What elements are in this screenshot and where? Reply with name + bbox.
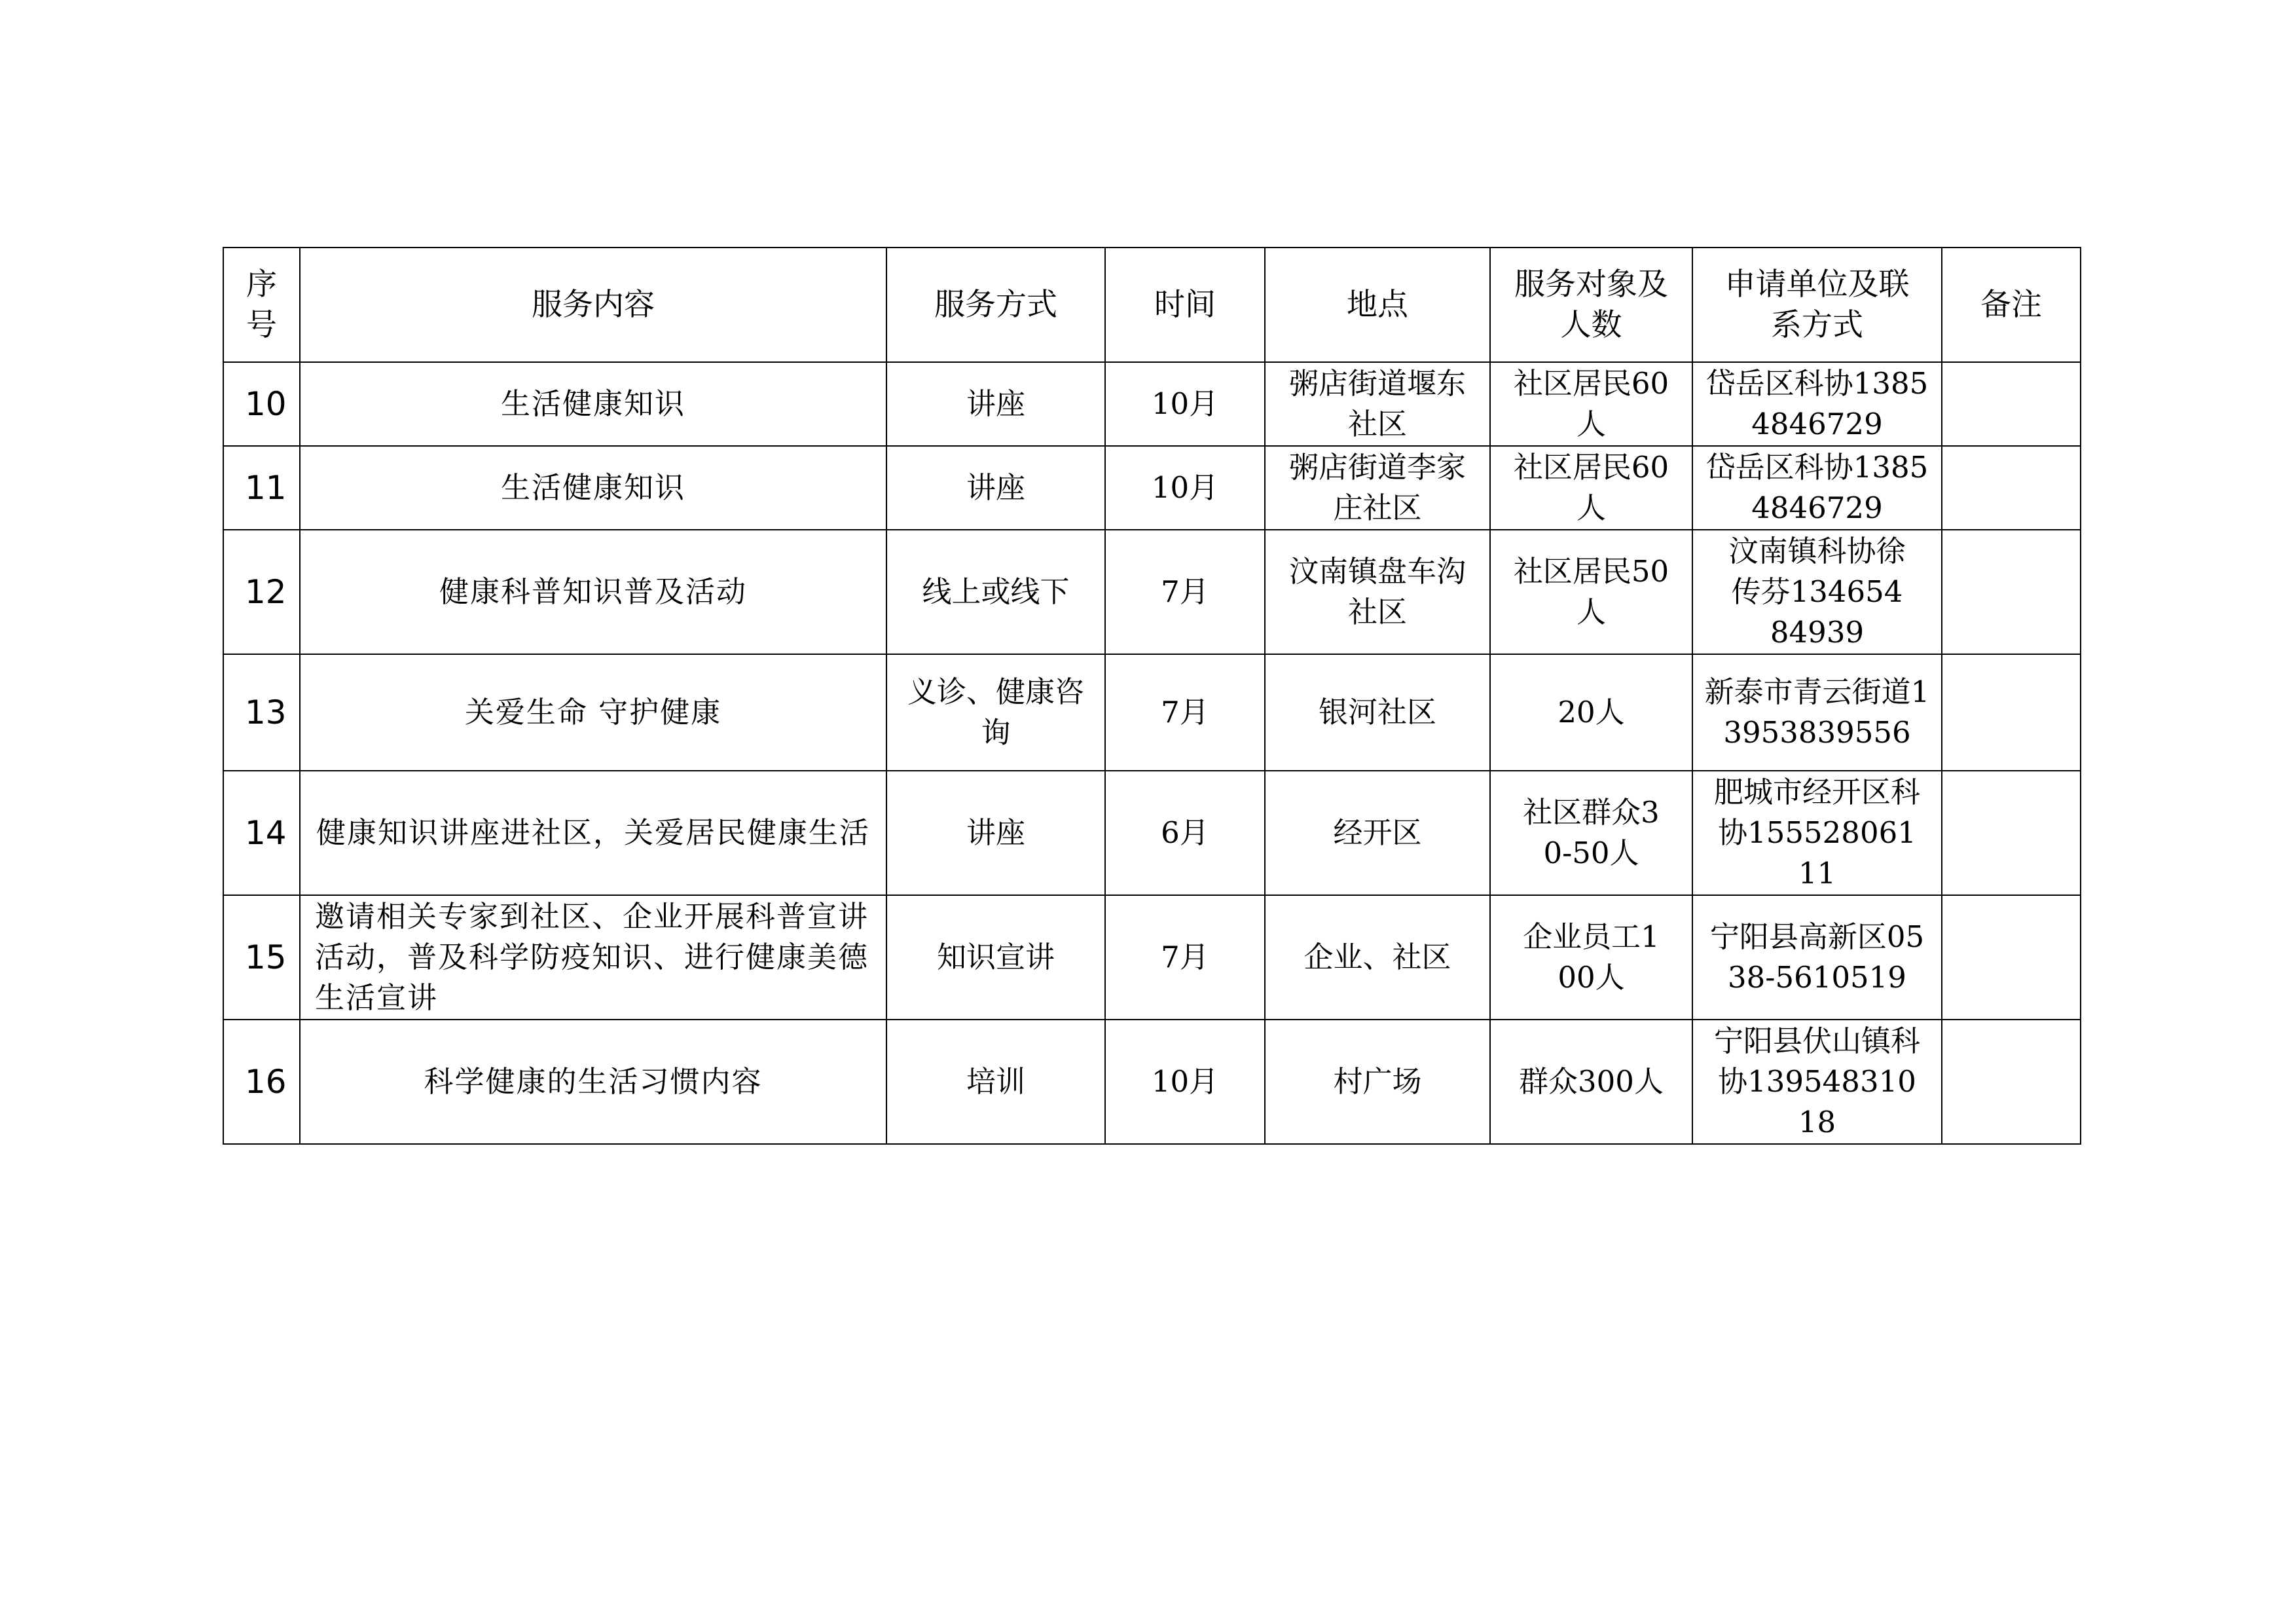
cell-method: 义诊、健康咨询 (886, 654, 1105, 771)
cell-place: 汶南镇盘车沟社区 (1265, 530, 1490, 654)
service-table (223, 247, 2081, 1145)
cell-seq: 13 (223, 654, 300, 771)
cell-method: 培训 (886, 1020, 1105, 1144)
cell-time: 7月 (1105, 895, 1265, 1020)
cell-seq: 14 (223, 771, 300, 895)
header-content: 服务内容 (300, 248, 886, 362)
header-time: 时间 (1105, 248, 1265, 362)
cell-time: 10月 (1105, 362, 1265, 446)
cell-content: 关爱生命 守护健康 (300, 654, 886, 771)
header-audience: 服务对象及人数 (1490, 248, 1692, 362)
cell-audience: 群众300人 (1490, 1020, 1692, 1144)
cell-place: 银河社区 (1265, 654, 1490, 771)
cell-method: 讲座 (886, 362, 1105, 446)
cell-time: 6月 (1105, 771, 1265, 895)
cell-method: 线上或线下 (886, 530, 1105, 654)
cell-content: 健康科普知识普及活动 (300, 530, 886, 654)
cell-applicant: 新泰市青云街道13953839556 (1692, 654, 1942, 771)
cell-content: 科学健康的生活习惯内容 (300, 1020, 886, 1144)
cell-applicant: 岱岳区科协13854846729 (1692, 362, 1942, 446)
cell-applicant: 汶南镇科协徐传芬13465484939 (1692, 530, 1942, 654)
table-row (223, 362, 2081, 446)
cell-applicant: 岱岳区科协13854846729 (1692, 446, 1942, 530)
cell-seq: 10 (223, 362, 300, 446)
cell-audience: 社区群众30-50人 (1490, 771, 1692, 895)
table-row (223, 771, 2081, 895)
header-remark: 备注 (1942, 248, 2081, 362)
cell-content: 生活健康知识 (300, 446, 886, 530)
cell-seq: 11 (223, 446, 300, 530)
cell-audience: 社区居民60人 (1490, 362, 1692, 446)
header-place: 地点 (1265, 248, 1490, 362)
cell-audience: 社区居民50人 (1490, 530, 1692, 654)
cell-time: 7月 (1105, 654, 1265, 771)
cell-seq: 16 (223, 1020, 300, 1144)
header-method: 服务方式 (886, 248, 1105, 362)
cell-remark (1942, 530, 2081, 654)
cell-audience: 20人 (1490, 654, 1692, 771)
table-row (223, 895, 2081, 1020)
cell-method: 讲座 (886, 771, 1105, 895)
header-seq: 序号 (223, 248, 300, 362)
cell-remark (1942, 654, 2081, 771)
cell-time: 10月 (1105, 1020, 1265, 1144)
cell-seq: 12 (223, 530, 300, 654)
cell-remark (1942, 771, 2081, 895)
table-row (223, 446, 2081, 530)
cell-remark (1942, 446, 2081, 530)
cell-place: 粥店街道李家庄社区 (1265, 446, 1490, 530)
cell-remark (1942, 362, 2081, 446)
cell-time: 10月 (1105, 446, 1265, 530)
cell-seq: 15 (223, 895, 300, 1020)
cell-method: 知识宣讲 (886, 895, 1105, 1020)
cell-time: 7月 (1105, 530, 1265, 654)
table-row (223, 1020, 2081, 1144)
cell-remark (1942, 1020, 2081, 1144)
cell-place: 企业、社区 (1265, 895, 1490, 1020)
header-applicant: 申请单位及联系方式 (1692, 248, 1942, 362)
table-row (223, 654, 2081, 771)
cell-content: 生活健康知识 (300, 362, 886, 446)
cell-audience: 社区居民60人 (1490, 446, 1692, 530)
cell-place: 经开区 (1265, 771, 1490, 895)
cell-place: 粥店街道堰东社区 (1265, 362, 1490, 446)
cell-content: 健康知识讲座进社区，关爱居民健康生活 (300, 771, 886, 895)
cell-applicant: 宁阳县伏山镇科协13954831018 (1692, 1020, 1942, 1144)
header-row (223, 248, 2081, 362)
cell-content: 邀请相关专家到社区、企业开展科普宣讲活动，普及科学防疫知识、进行健康美德生活宣讲 (300, 895, 886, 1020)
cell-audience: 企业员工100人 (1490, 895, 1692, 1020)
cell-place: 村广场 (1265, 1020, 1490, 1144)
cell-method: 讲座 (886, 446, 1105, 530)
cell-applicant: 宁阳县高新区0538-5610519 (1692, 895, 1942, 1020)
cell-remark (1942, 895, 2081, 1020)
cell-applicant: 肥城市经开区科协15552806111 (1692, 771, 1942, 895)
table-row (223, 530, 2081, 654)
